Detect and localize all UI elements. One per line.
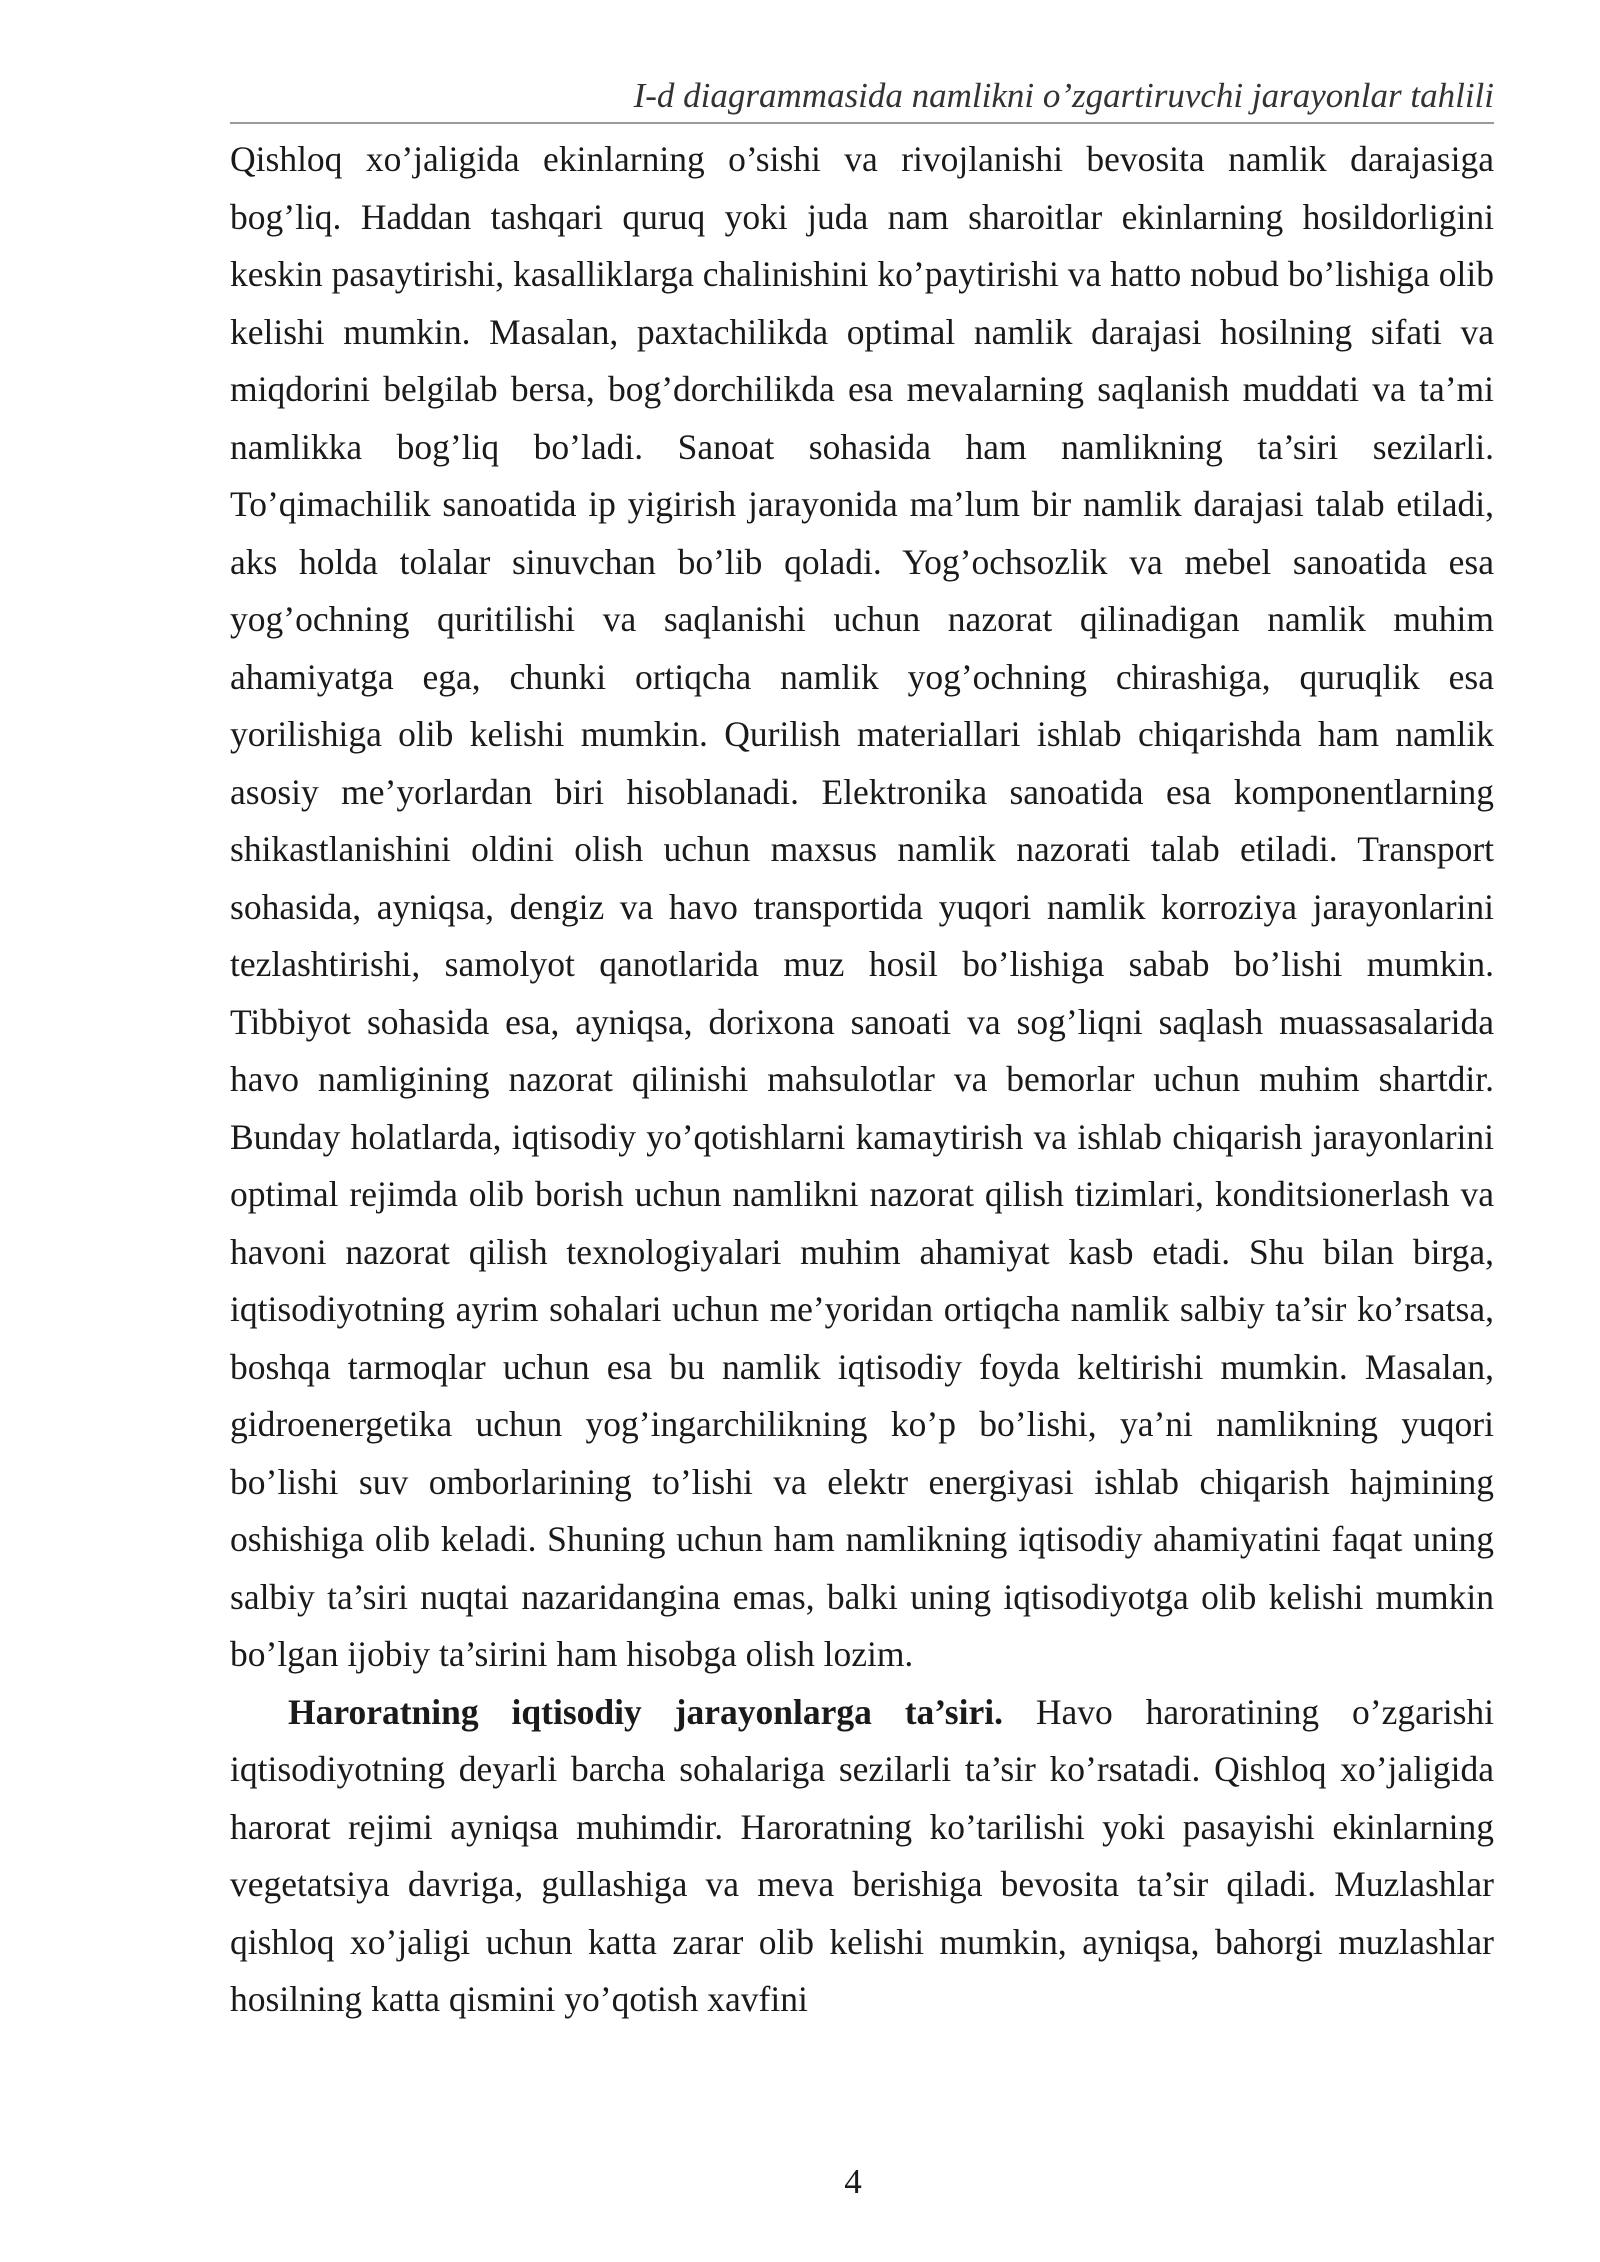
header-rule — [230, 122, 1494, 124]
paragraph-2-text: Havo haroratining o’zgarishi iqtisodiyotning deyarli barcha sohalariga sezilarli ta’sir ko’rsatadi. Qishloq xo’jaligida harorat rejimi ayniqsa muhimdir. Haroratning ko’tarilishi yoki pasayishi ekinlarning vegetatsiya davriga, gullashiga va meva berishiga bevosita ta’sir qiladi. Muzlashlar qishloq xo’jaligi uchun katta zarar olib kelishi mumkin, ayniqsa, bahorgi muzlashlar hosilning katta qismini yo’qotish xavfini — [230, 1691, 1494, 2019]
body-text — [230, 131, 1494, 2029]
running-header: I-d diagrammasida namlikni o’zgartiruvchi jarayonlar tahlili — [633, 76, 1494, 115]
page-number: 4 — [844, 2162, 862, 2201]
paragraph-2 — [230, 1684, 1494, 2029]
paragraph-2-heading: Haroratning iqtisodiy jarayonlarga ta’siri. — [288, 1691, 1003, 1732]
paragraph-1: Qishloq xo’jaligida ekinlarning o’sishi va rivojlanishi bevosita namlik darajasiga bog’liq. Haddan tashqari quruq yoki juda nam sharoitlar ekinlarning hosildorligini keskin pasaytirishi, kasalliklarga chalinishini ko’paytirishi va hatto nobud bo’lishiga olib kelishi mumkin. Masalan, paxtachilikda optimal namlik darajasi hosilning sifati va miqdorini belgilab bersa, bog’dorchilikda esa mevalarning saqlanish muddati va ta’mi namlikka bog’liq bo’ladi. Sanoat sohasida ham namlikning ta’siri sezilarli. To’qimachilik sanoatida ip yigirish jarayonida ma’lum bir namlik darajasi talab etiladi, aks holda tolalar sinuvchan bo’lib qoladi. Yog’ochsozlik va mebel sanoatida esa yog’ochning quritilishi va saqlanishi uchun nazorat qilinadigan namlik muhim ahamiyatga ega, chunki ortiqcha namlik yog’ochning chirashiga, quruqlik esa yorilishiga olib kelishi mumkin. Qurilish materiallari ishlab chiqarishda ham namlik asosiy me’yorlardan biri hisoblanadi. Elektronika sanoatida esa komponentlarning shikastlanishini oldini olish uchun maxsus namlik nazorati talab etiladi. Transport sohasida, ayniqsa, dengiz va havo transportida yuqori namlik korroziya jarayonlarini tezlashtirishi, samolyot qanotlarida muz hosil bo’lishiga sabab bo’lishi mumkin. Tibbiyot sohasida esa, ayniqsa, dorixona sanoati va sog’liqni saqlash muassasalarida havo namligining nazorat qilinishi mahsulotlar va bemorlar uchun muhim shartdir. Bunday holatlarda, iqtisodiy yo’qotishlarni kamaytirish va ishlab chiqarish jarayonlarini optimal rejimda olib borish uchun namlikni nazorat qilish tizimlari, konditsionerlash va havoni nazorat qilish texnologiyalari muhim ahamiyat kasb etadi. Shu bilan birga, iqtisodiyotning ayrim sohalari uchun me’yoridan ortiqcha namlik salbiy ta’sir ko’rsatsa, boshqa tarmoqlar uchun esa bu namlik iqtisodiy foyda keltirishi mumkin. Masalan, gidroenergetika uchun yog’ingarchilikning ko’p bo’lishi, ya’ni namlikning yuqori bo’lishi suv omborlarining to’lishi va elektr energiyasi ishlab chiqarish hajmining oshishiga olib keladi. Shuning uchun ham namlikning iqtisodiy ahamiyatini faqat uning salbiy ta’siri nuqtai nazaridangina emas, balki uning iqtisodiyotga olib kelishi mumkin bo’lgan ijobiy ta’sirini ham hisobga olish lozim. — [230, 139, 1494, 1674]
